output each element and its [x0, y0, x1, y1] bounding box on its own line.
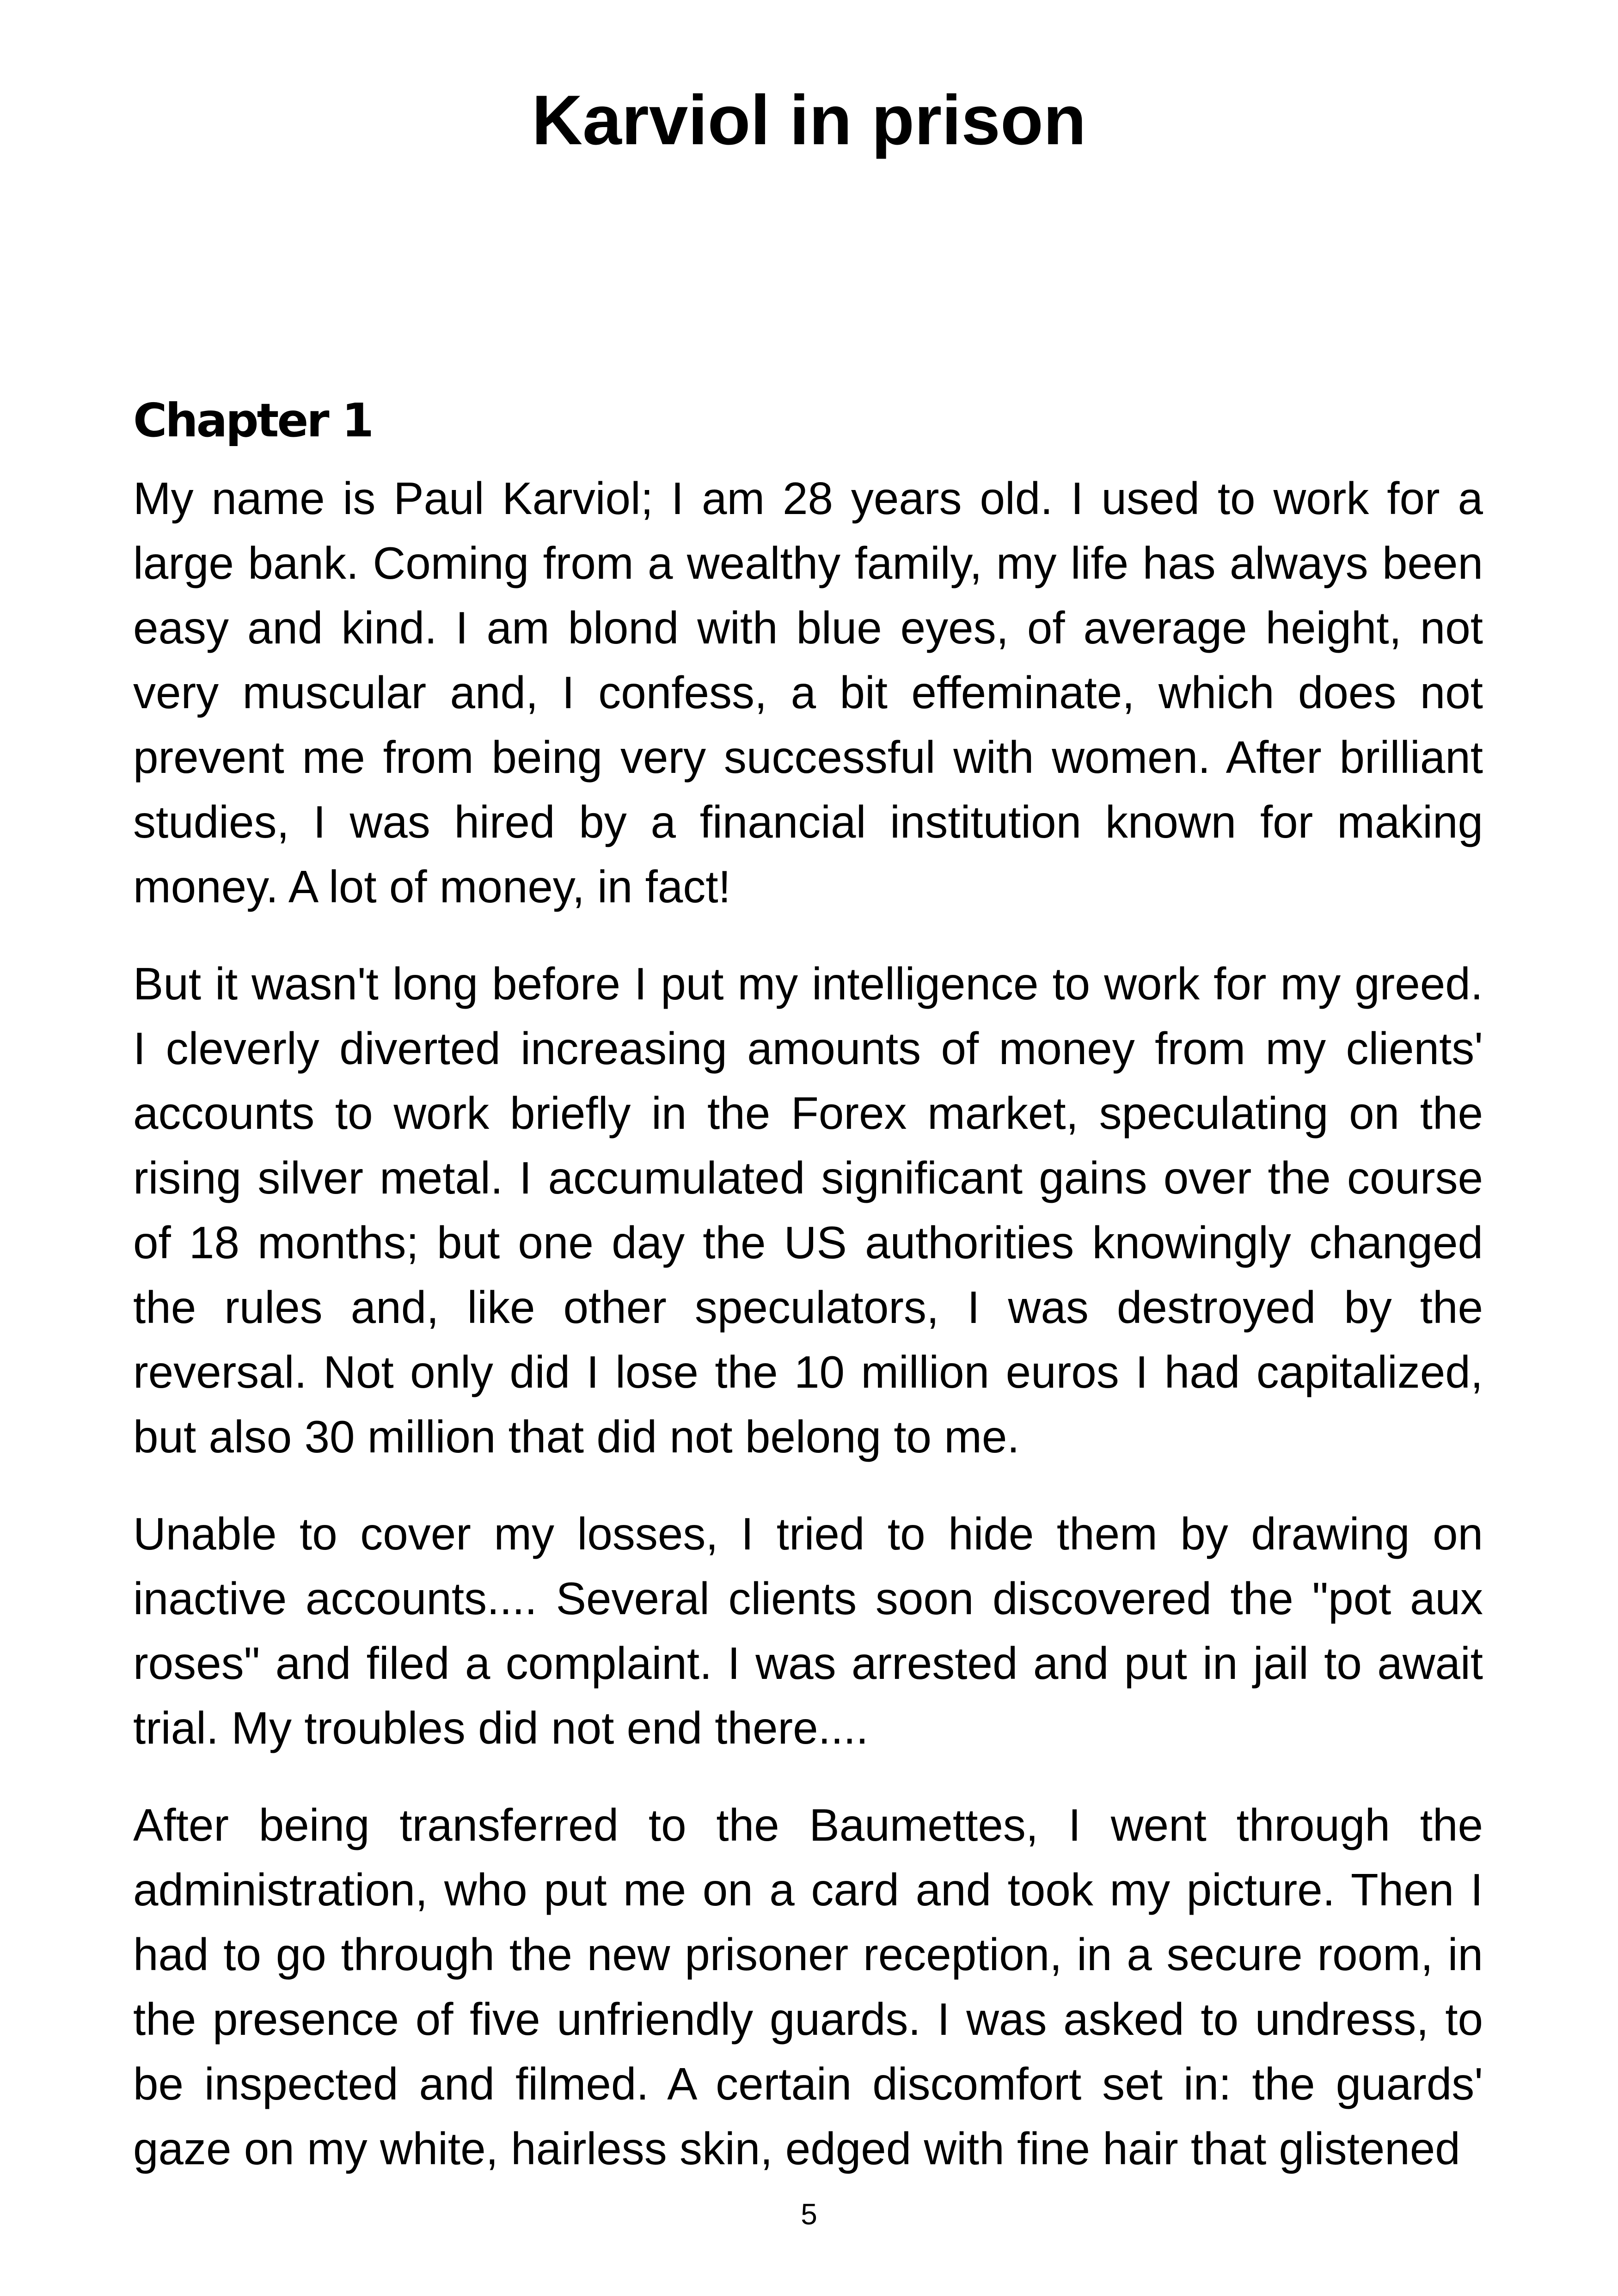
page-number: 5	[801, 2198, 817, 2231]
paragraph: After being transferred to the Baumettes, I went through the administration, who put me on a card and took my picture. Then I had to go through the new prisoner reception, in a secure room, in the presence of five unfriendly guards. I was asked to undress, to be inspected and filmed. A certain discomfort set in: the guards' gaze on my white, hairless skin, edged with fine hair that glistened	[133, 1800, 1483, 2174]
book-title: Karviol in prison	[532, 81, 1086, 159]
chapter-body	[133, 466, 1483, 2213]
paragraph: But it wasn't long before I put my intelligence to work for my greed. I cleverly diverted increasing amounts of money from my clients' accounts to work briefly in the Forex market, speculating on the rising silver metal. I accumulated significant gains over the course of 18 months; but one day the US authorities knowingly changed the rules and, like other speculators, I was destroyed by the reversal. Not only did I lose the 10 million euros I had capitalized, but also 30 million that did not belong to me.	[133, 958, 1483, 1462]
chapter-heading: Chapter 1	[133, 393, 372, 447]
paragraph: Unable to cover my losses, I tried to hide them by drawing on inactive accounts.... Several clients soon discovered the "pot aux roses" and filed a complaint. I was arrested and put in jail to await trial. My troubles did not end there....	[133, 1508, 1483, 1753]
paragraph: My name is Paul Karviol; I am 28 years old. I used to work for a large bank. Coming from a wealthy family, my life has always been easy and kind. I am blond with blue eyes, of average height, not very muscular and, I confess, a bit effeminate, which does not prevent me from being very successful with women. After brilliant studies, I was hired by a financial institution known for making money. A lot of money, in fact!	[133, 473, 1483, 912]
